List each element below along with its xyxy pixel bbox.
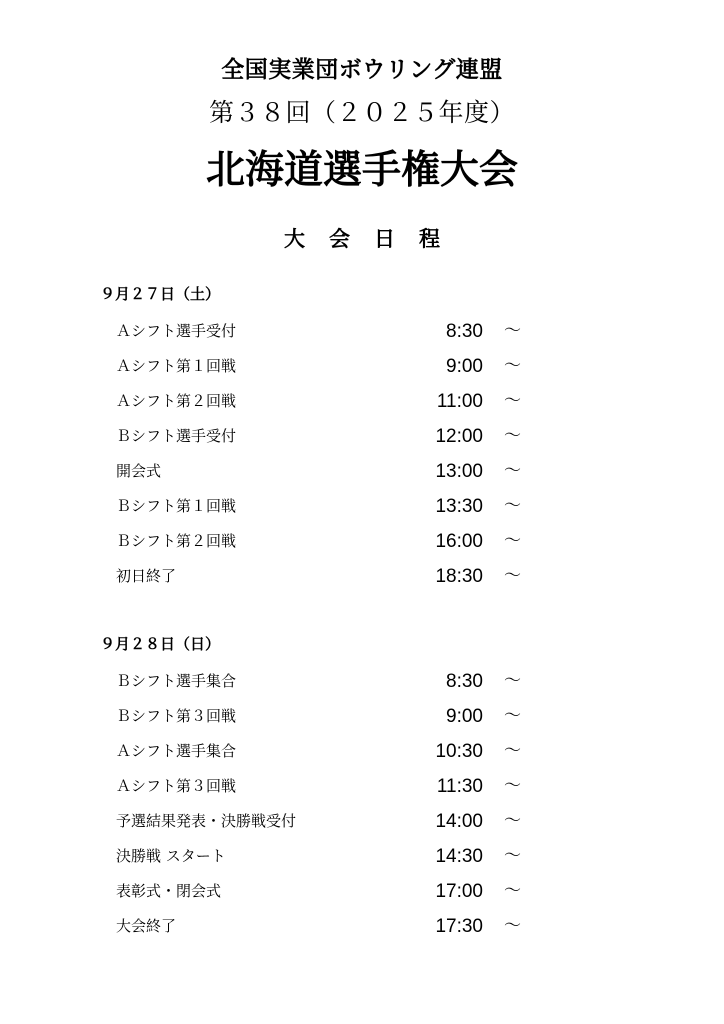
day-date: ９月２７日（土） [100, 285, 221, 303]
schedule-row [100, 699, 660, 734]
day-schedule-1 [100, 280, 660, 594]
schedule-row [100, 489, 660, 524]
tilde-mark: ～ [504, 356, 521, 376]
schedule-row [100, 804, 660, 839]
event-time: 12:00 [435, 426, 483, 447]
edition-line: 第３８回（２０２５年度） [208, 98, 515, 127]
event-time: 11:00 [436, 391, 483, 412]
event-time: 8:30 [446, 671, 483, 692]
event-time: 18:30 [435, 566, 483, 587]
event-time: 10:30 [435, 741, 483, 762]
event-label: Ａシフト選手集合 [116, 742, 237, 760]
day-schedule-2 [100, 630, 660, 944]
event-label: 初日終了 [116, 567, 177, 585]
tilde-mark: ～ [504, 391, 521, 411]
tilde-mark: ～ [504, 496, 521, 516]
event-label: Ｂシフト選手集合 [116, 672, 237, 690]
event-label: Ｂシフト第２回戦 [116, 532, 237, 550]
day-date: ９月２８日（日） [100, 635, 221, 653]
tilde-mark: ～ [504, 776, 521, 796]
event-time: 13:00 [435, 461, 483, 482]
event-label: 開会式 [116, 462, 162, 480]
event-time: 8:30 [446, 321, 483, 342]
schedule-row [100, 419, 660, 454]
page-title: 北海道選手権大会 [205, 148, 518, 193]
tilde-mark: ～ [504, 916, 521, 936]
tilde-mark: ～ [504, 881, 521, 901]
tilde-mark: ～ [504, 811, 521, 831]
tilde-mark: ～ [504, 706, 521, 726]
event-time: 11:30 [436, 776, 483, 797]
event-label: 予選結果発表・決勝戦受付 [116, 812, 297, 830]
schedule-row [100, 349, 660, 384]
event-time: 9:00 [446, 356, 483, 377]
schedule-row [100, 524, 660, 559]
schedule-row [100, 839, 660, 874]
event-time: 13:30 [435, 496, 483, 517]
event-label: Ｂシフト第１回戦 [116, 497, 237, 515]
tilde-mark: ～ [504, 846, 521, 866]
organization-name: 全国実業団ボウリング連盟 [221, 57, 503, 83]
tilde-mark: ～ [504, 671, 521, 691]
event-time: 17:00 [435, 881, 483, 902]
tilde-mark: ～ [504, 741, 521, 761]
schedule-row [100, 664, 660, 699]
tilde-mark: ～ [504, 321, 521, 341]
tilde-mark: ～ [504, 426, 521, 446]
schedule-row [100, 769, 660, 804]
schedule-row [100, 559, 660, 594]
schedule-row [100, 909, 660, 944]
schedule-row [100, 454, 660, 489]
tilde-mark: ～ [504, 531, 521, 551]
schedule-heading: 大会日程 [284, 227, 464, 251]
event-label: 決勝戦 スタート [116, 847, 226, 865]
event-time: 16:00 [435, 531, 483, 552]
event-label: Ａシフト選手受付 [116, 322, 237, 340]
event-label: Ｂシフト第３回戦 [116, 707, 237, 725]
tilde-mark: ～ [504, 566, 521, 586]
event-time: 14:30 [435, 846, 483, 867]
schedule-row [100, 734, 660, 769]
event-label: 表彰式・閉会式 [116, 882, 222, 900]
event-time: 17:30 [435, 916, 483, 937]
schedule-row [100, 874, 660, 909]
event-label: 大会終了 [116, 917, 177, 935]
event-label: Ａシフト第２回戦 [116, 392, 237, 410]
schedule-row [100, 384, 660, 419]
tilde-mark: ～ [504, 461, 521, 481]
event-label: Ｂシフト選手受付 [116, 427, 237, 445]
event-time: 14:00 [435, 811, 483, 832]
event-time: 9:00 [446, 706, 483, 727]
schedule-row [100, 314, 660, 349]
event-label: Ａシフト第３回戦 [116, 777, 237, 795]
event-label: Ａシフト第１回戦 [116, 357, 237, 375]
